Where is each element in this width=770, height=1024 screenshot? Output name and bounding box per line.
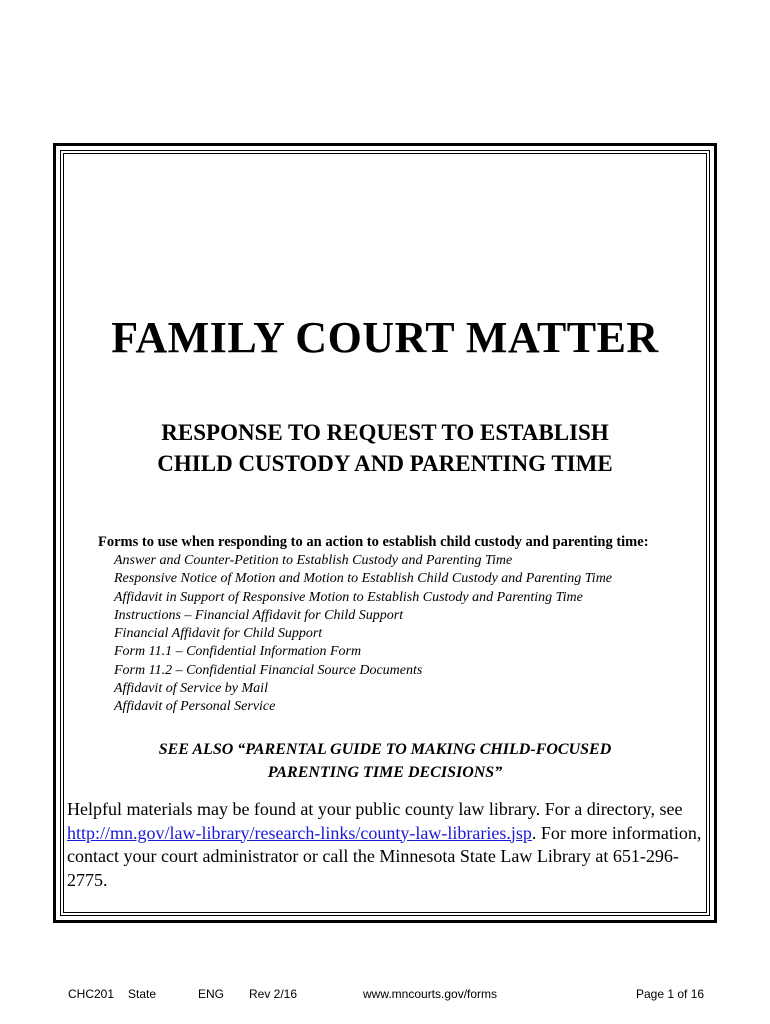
see-also-line-1: SEE ALSO “PARENTAL GUIDE TO MAKING CHILD-FOCUSED [158, 741, 612, 758]
form-item: Affidavit in Support of Responsive Motion to Establish Custody and Parenting Time [114, 589, 583, 605]
form-item: Form 11.1 – Confidential Information Form [114, 644, 362, 660]
law-library-link[interactable]: http://mn.gov/law-library/research-links/county-law-libraries.jsp [67, 822, 532, 843]
form-item: Form 11.2 – Confidential Financial Source Documents [114, 662, 423, 678]
helpful-materials-paragraph [67, 798, 707, 892]
subtitle-line-1: RESPONSE TO REQUEST TO ESTABLISH [161, 420, 609, 445]
form-item: Answer and Counter-Petition to Establish Custody and Parenting Time [114, 553, 513, 568]
form-item: Affidavit of Personal Service [114, 699, 276, 715]
document-subtitle [0, 417, 770, 479]
forms-heading: Forms to use when responding to an action to establish child custody and parenting time: [98, 534, 649, 550]
footer-language: ENG [198, 987, 225, 1001]
footer-page-number: Page 1 of 16 [636, 987, 705, 1001]
page-footer [0, 987, 770, 1003]
footer-state: State [128, 987, 157, 1001]
form-item: Responsive Notice of Motion and Motion to Establish Child Custody and Parenting Time [114, 571, 613, 587]
subtitle-line-2: CHILD CUSTODY AND PARENTING TIME [157, 451, 613, 476]
helpful-text-before: Helpful materials may be found at your public county law library. For a directory, see [67, 799, 683, 819]
footer-form-code: CHC201 [68, 987, 115, 1001]
forms-list [114, 552, 612, 717]
see-also-note [0, 738, 770, 784]
see-also-line-2: PARENTING TIME DECISIONS” [267, 764, 503, 781]
form-item: Affidavit of Service by Mail [114, 681, 268, 697]
helpful-text-after: . For more information, contact your court administrator or call the Minnesota State Law Library at 651-296-2775. [67, 822, 702, 890]
footer-url: www.mncourts.gov/forms [363, 987, 498, 1001]
document-title: FAMILY COURT MATTER [111, 313, 659, 362]
footer-revision: Rev 2/16 [249, 987, 298, 1001]
form-item: Instructions – Financial Affidavit for Child Support [114, 607, 404, 623]
form-item: Financial Affidavit for Child Support [114, 626, 323, 642]
